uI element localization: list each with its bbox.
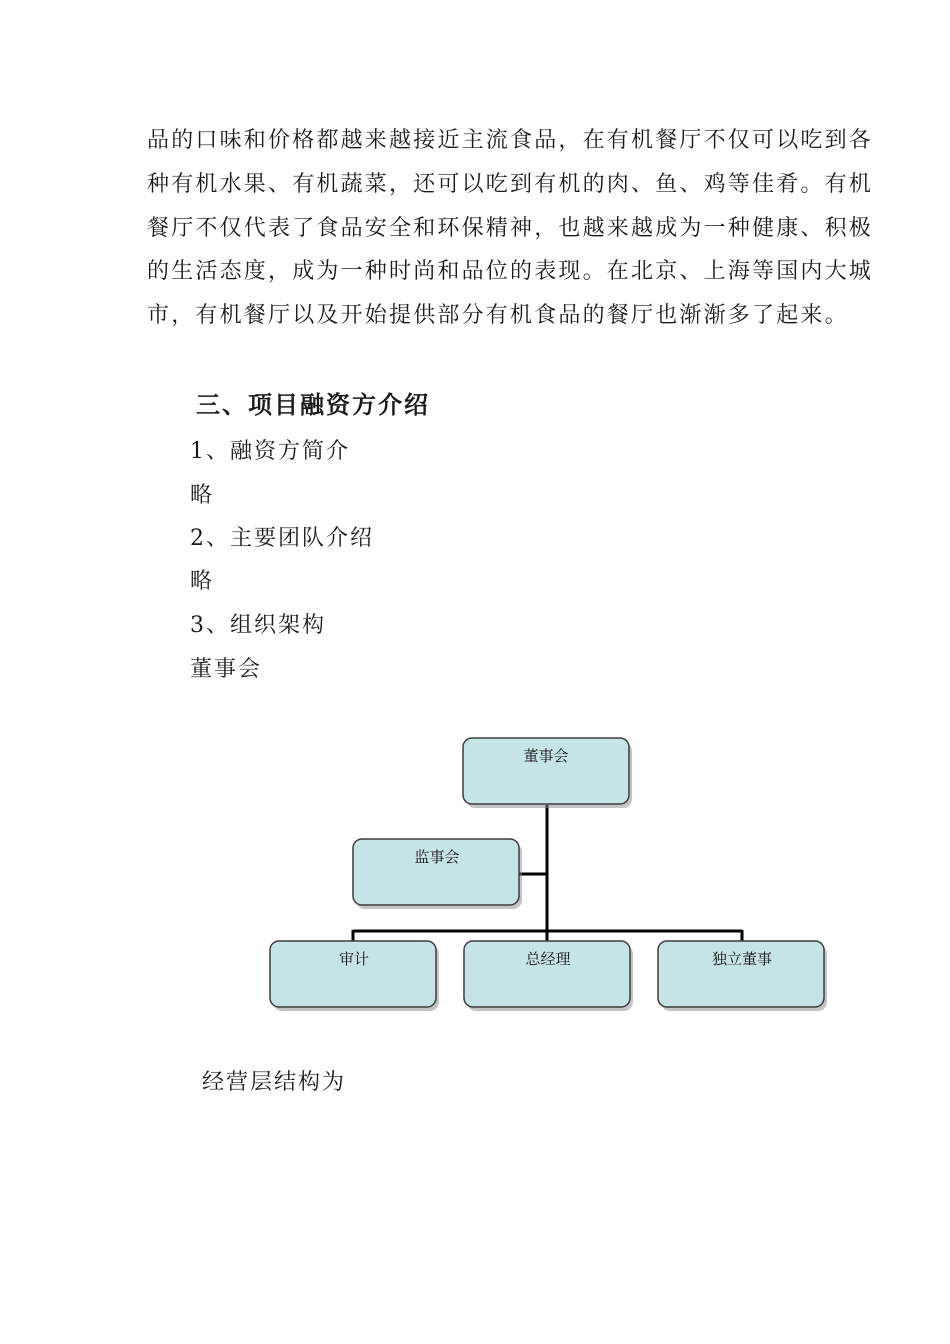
- paragraph-line: 市，有机餐厅以及开始提供部分有机食品的餐厅也渐渐多了起来。: [147, 303, 849, 328]
- subsection-heading-org-structure: 3、组织架构: [190, 613, 326, 638]
- org-node-independent-director: [658, 941, 827, 1011]
- org-node-label: 监事会: [414, 848, 460, 866]
- section-heading: 三、项目融资方介绍: [196, 391, 430, 419]
- org-node-supervisory-board: [353, 839, 522, 909]
- management-structure-label: 经营层结构为: [202, 1070, 347, 1095]
- org-node-board: [463, 738, 632, 808]
- org-node-label: 董事会: [523, 747, 569, 765]
- org-node-general-manager: [464, 941, 633, 1011]
- subsection-heading-financier-intro: 1、融资方简介: [190, 439, 350, 464]
- org-node-audit: [270, 941, 439, 1011]
- paragraph-line: 餐厅不仅代表了食品安全和环保精神，也越来越成为一种健康、积极: [147, 216, 874, 241]
- omitted-text: 略: [190, 483, 215, 508]
- org-node-label: 独立董事: [711, 950, 773, 968]
- org-node-label: 总经理: [525, 950, 571, 968]
- board-label: 董事会: [190, 657, 263, 682]
- omitted-text: 略: [190, 569, 215, 594]
- paragraph-line: 种有机水果、有机蔬菜，还可以吃到有机的肉、鱼、鸡等佳肴。有机: [147, 172, 874, 197]
- paragraph-line: 的生活态度，成为一种时尚和品位的表现。在北京、上海等国内大城: [147, 259, 874, 284]
- paragraph-line: 品的口味和价格都越来越接近主流食品，在有机餐厅不仅可以吃到各: [147, 128, 874, 153]
- org-node-label: 审计: [338, 950, 370, 968]
- subsection-heading-team-intro: 2、主要团队介绍: [190, 526, 374, 551]
